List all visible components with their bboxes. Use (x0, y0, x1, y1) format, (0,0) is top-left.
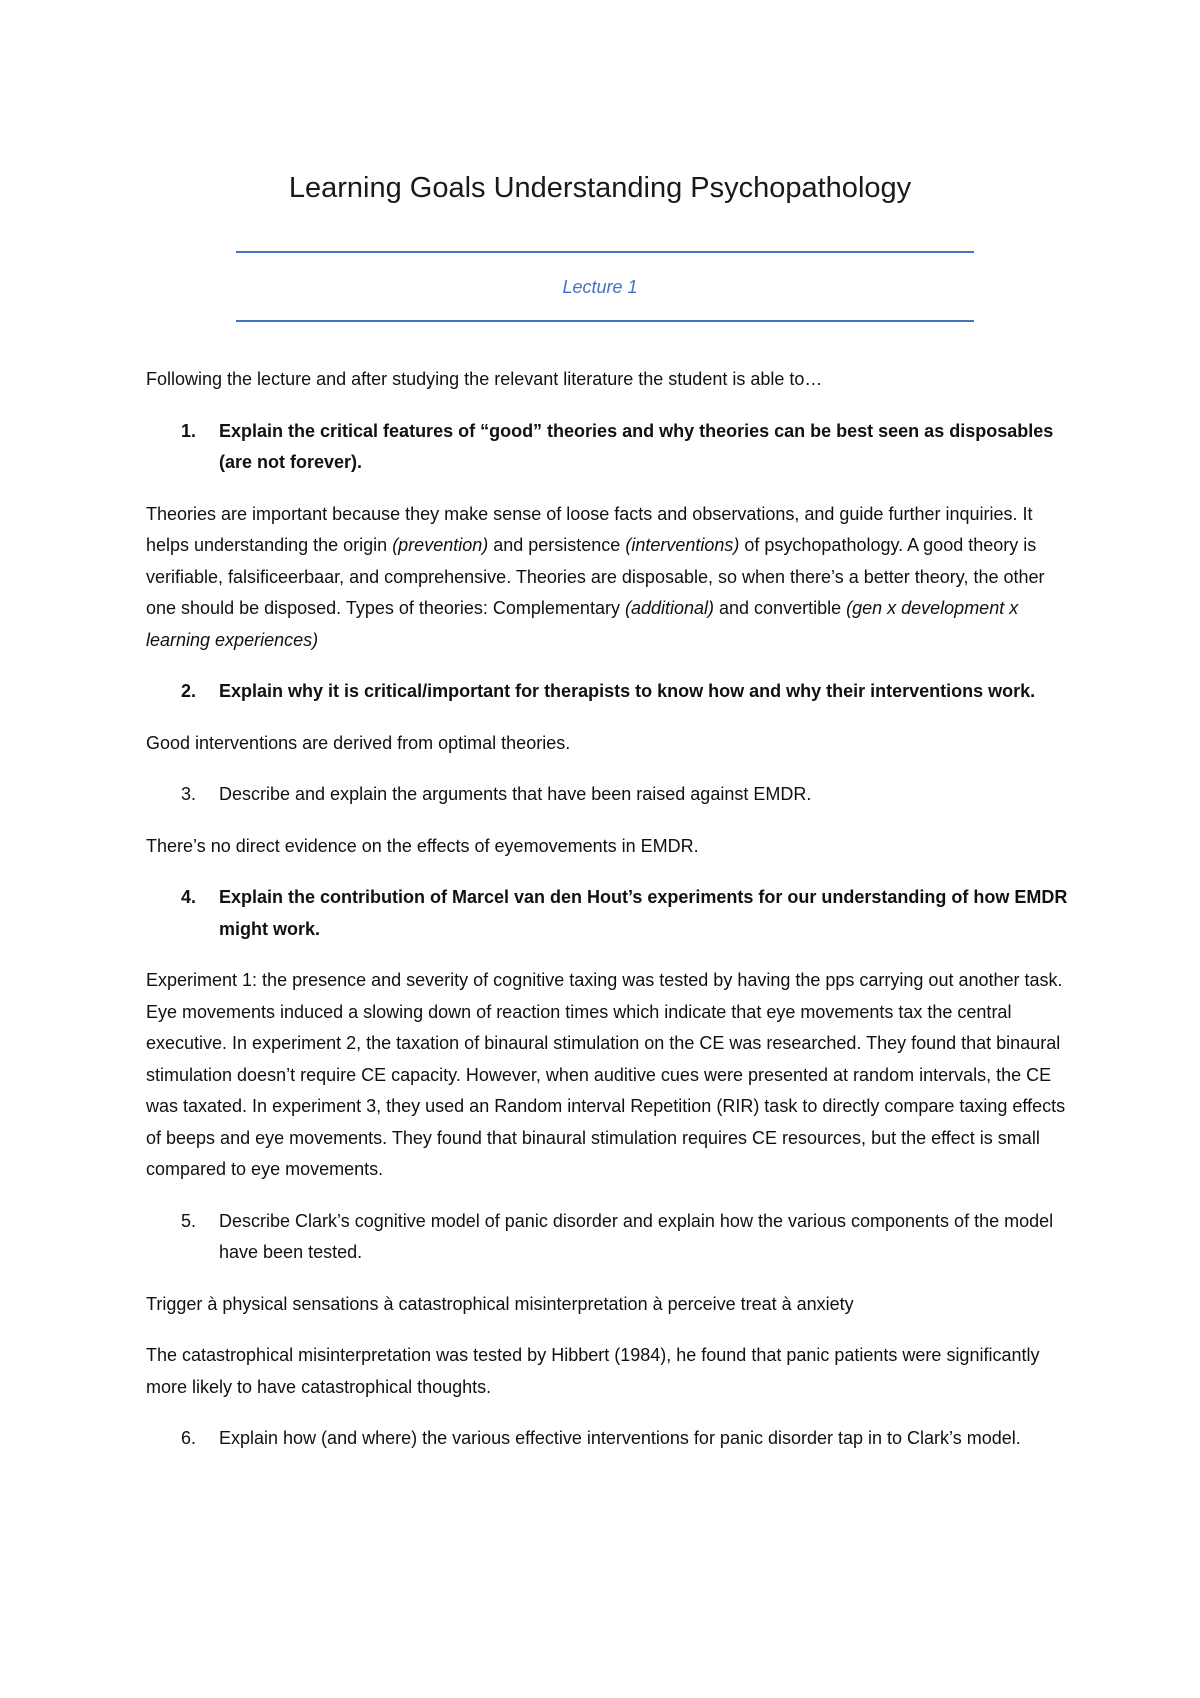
goal-number: 3. (181, 784, 197, 804)
learning-goal-6 (146, 1423, 1076, 1455)
goal-number: 5. (181, 1210, 197, 1231)
learning-goal-5 (146, 1206, 1076, 1269)
learning-goal-2 (146, 676, 1076, 708)
answer-paragraph-1: Theories are important because they make sense of loose facts and observations, and guide further inquiries. It helps understanding the origin (prevention) and persistence (interventions) of psychopathology. A good theory is verifiable, falsificeerbaar, and comprehensive. Theories are disposable, so when there’s a better theory, the other one should be disposed. Types of theories: Complementary (additional) and convertible (gen x development x learning experiences) (146, 503, 1045, 650)
intro-paragraph: Following the lecture and after studying the relevant literature the student is able to… (146, 369, 823, 389)
goal-number: 6. (181, 1428, 197, 1448)
answer-paragraph-4: Experiment 1: the presence and severity of cognitive taxing was tested by having the pps carrying out another task. Eye movements induced a slowing down of reaction times which indicate that eye movements tax the central executive. In experiment 2, the taxation of binaural stimulation on the CE was researched. They found that binaural stimulation doesn’t require CE capacity. However, when auditive cues were presented at random intervals, the CE was taxated. In experiment 3, they used an Random interval Repetition (RIR) task to directly compare taxing effects of beeps and eye movements. They found that binaural stimulation requires CE resources, but the effect is small compared to eye movements. (146, 970, 1066, 1179)
goal-number: 4. (181, 887, 197, 907)
title-divider-bottom (236, 320, 974, 322)
title-divider-top (236, 251, 974, 253)
answer-paragraph-2: Good interventions are derived from optimal theories. (146, 732, 571, 753)
goal-text: Explain the critical features of “good” theories and why theories can be best seen as disposables (are not forever). (219, 420, 1054, 472)
goal-text: Explain the contribution of Marcel van den Hout’s experiments for our understanding of how EMDR might work. (219, 887, 1068, 939)
goal-text: Explain why it is critical/important for therapists to know how and why their interventions work. (219, 681, 1036, 701)
learning-goal-4 (146, 882, 1076, 945)
answer-paragraph-5a: Trigger à physical sensations à catastrophical misinterpretation à perceive treat à anxiety (146, 1293, 854, 1314)
answer-paragraph-5b: The catastrophical misinterpretation was tested by Hibbert (1984), he found that panic patients were significantly more likely to have catastrophical thoughts. (146, 1345, 1040, 1397)
lecture-subtitle: Lecture 1 (562, 277, 638, 297)
document-body (146, 364, 1076, 1475)
learning-goal-3 (146, 779, 1076, 811)
learning-goal-1 (146, 416, 1076, 479)
goal-number: 1. (181, 420, 197, 441)
goal-text: Describe Clark’s cognitive model of panic disorder and explain how the various components of the model have been tested. (219, 1210, 1054, 1262)
document-title: Learning Goals Understanding Psychopathology (288, 172, 912, 204)
answer-paragraph-3: There’s no direct evidence on the effects of eyemovements in EMDR. (146, 835, 699, 856)
goal-text: Describe and explain the arguments that have been raised against EMDR. (219, 784, 812, 804)
goal-text: Explain how (and where) the various effective interventions for panic disorder tap in to Clark’s model. (219, 1428, 1021, 1448)
goal-number: 2. (181, 681, 197, 701)
